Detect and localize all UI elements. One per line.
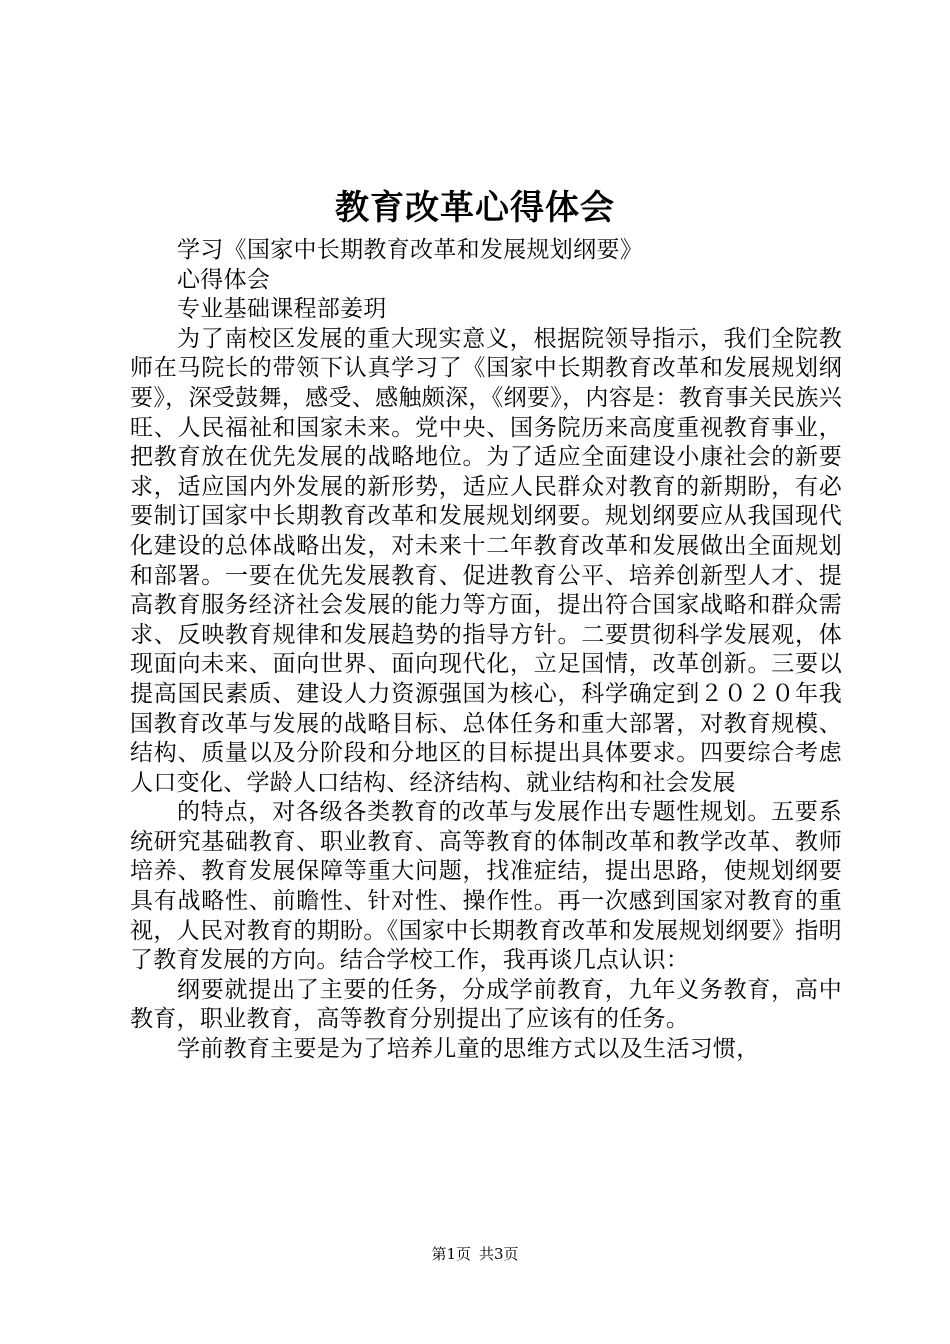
paragraph: 纲要就提出了主要的任务，分成学前教育，九年义务教育，高中教育，职业教育，高等教育分别提出了应该有的任务。 [130, 976, 842, 1033]
paragraph: 为了南校区发展的重大现实意义，根据院领导指示，我们全院教师在马院长的带领下认真学习了《国家中长期教育改革和发展规划纲要》，深受鼓舞，感受、感触颇深，《纲要》，内容是：教育事关民族兴旺、人民福祉和国家未来。党中央、国务院历来高度重视教育事业，把教育放在优先发展的战略地位。为了适应全面建设小康社会的新要求，适应国内外发展的新形势，适应人民群众对教育的新期盼，有必要制订国家中长期教育改革和发展规划纲要。规划纲要应从我国现代化建设的总体战略出发，对未来十二年教育改革和发展做出全面规划和部署。一要在优先发展教育、促进教育公平、培养创新型人才、提高教育服务经济社会发展的能力等方面，提出符合国家战略和群众需求、反映教育规律和发展趋势的指导方针。二要贯彻科学发展观，体现面向未来、面向世界、面向现代化，立足国情，改革创新。三要以提高国民素质、建设人力资源强国为核心，科学确定到２０２０年我国教育改革与发展的战略目标、总体任务和重大部署，对教育规模、结构、质量以及分阶段和分地区的目标提出具体要求。四要综合考虑人口变化、学龄人口结构、经济结构、就业结构和社会发展 [130, 325, 842, 796]
paragraph: 的特点，对各级各类教育的改革与发展作出专题性规划。五要系统研究基础教育、职业教育、高等教育的体制改革和教学改革、教师培养、教育发展保障等重大问题，找准症结，提出思路，使规划纲要具有战略性、前瞻性、针对性、操作性。再一次感到国家对教育的重视，人民对教育的期盼。《国家中长期教育改革和发展规划纲要》指明了教育发展的方向。结合学校工作，我再谈几点认识： [130, 799, 842, 974]
paragraph: 学习《国家中长期教育改革和发展规划纲要》 [177, 237, 643, 263]
document-body [130, 236, 842, 1065]
page-total: 共3页 [479, 1245, 519, 1263]
document-title: 教育改革心得体会 [335, 188, 615, 228]
paragraph: 学前教育主要是为了培养儿童的思维方式以及生活习惯， [177, 1036, 760, 1063]
paragraph: 专业基础课程部姜玥 [177, 296, 387, 323]
paragraph: 心得体会 [177, 266, 271, 293]
page-footer [0, 1244, 950, 1264]
page-number: 第1页 [431, 1245, 471, 1263]
